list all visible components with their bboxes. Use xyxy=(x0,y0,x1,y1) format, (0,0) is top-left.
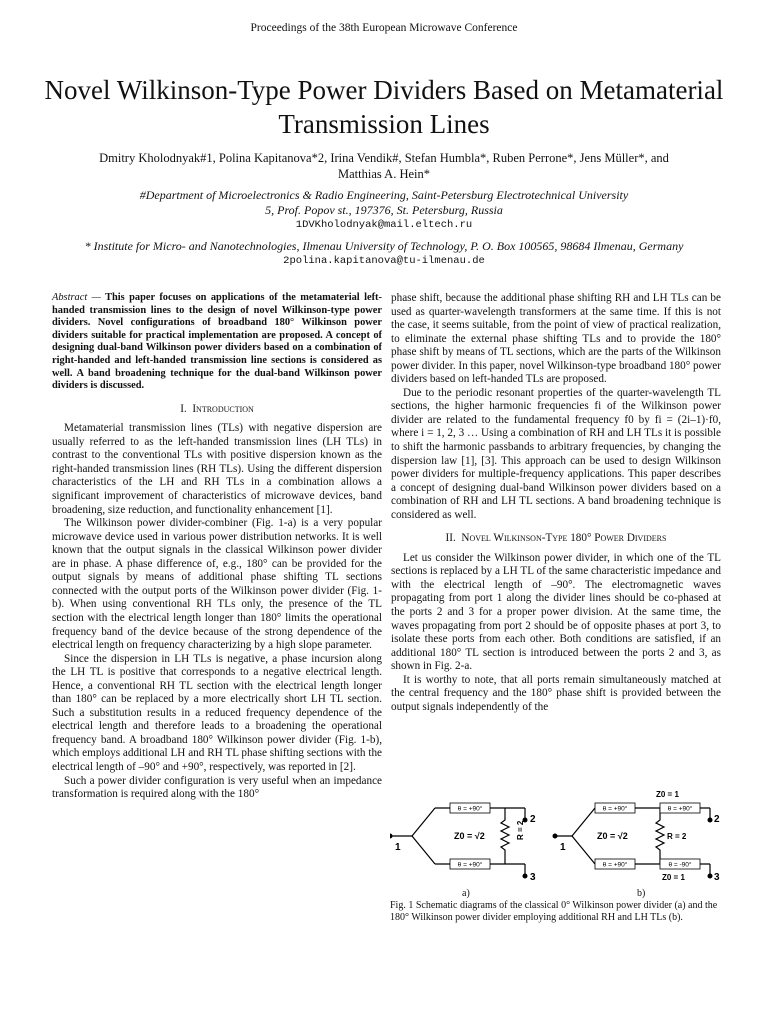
abstract-text: This paper focuses on applications of the metamaterial left-handed transmission lines to the design of novel Wilkinson-type power dividers. Novel configurations of broadband 180° Wilkinson power dividers suitable for practical implementation are proposed. A concept of designing dual-band Wilkinson power dividers based on a combination of right-handed and left-handed transmission line sections is considered as well. A band broadening technique for the dual-band Wilkinson power dividers is discussed. xyxy=(52,292,382,392)
figure-label-a: a) xyxy=(462,888,470,899)
port-2-a: 2 xyxy=(530,814,536,825)
port-3-a: 3 xyxy=(530,872,536,883)
paragraph-8: It is worthy to note, that all ports remain simultaneously matched at the central frequency and the 180° phase shift is provided between the output signals independently of the xyxy=(391,673,721,713)
port-3-b: 3 xyxy=(714,872,720,883)
paragraph-2: The Wilkinson power divider-combiner (Fig. 1-a) is a very popular microwave device used in various power distribution networks. It is well known that the output signals in the classical Wilkinson power divider are in phase. A phase difference of, e.g., 180° can be provided for the output signals by means of additional phase shifting TL sections connected with the output ports of the Wilkinson power divider (Fig. 1-b). When using conventional RH TLs only, the presence of the TL section with the electrical length longer than 180° limits the operational frequency band of the device because of the strong dependence of the electrical length on frequency characterizing by a high slope parameter. xyxy=(52,517,382,652)
port-2-b: 2 xyxy=(714,814,720,825)
figure-1-schematic xyxy=(390,788,725,898)
tl-label-b-bottom-1: θ = +90° xyxy=(602,861,628,869)
abstract xyxy=(52,292,382,393)
section-2-number: II. xyxy=(445,532,456,545)
email-1: 1DVKholodnyak@mail.eltech.ru xyxy=(295,219,473,231)
impedance-label-b-top: Z0 = 1 xyxy=(656,790,679,799)
impedance-label-b: Z0 = √2 xyxy=(597,831,628,841)
tl-label-b-top-2: θ = +90° xyxy=(667,805,693,813)
paragraph-5: phase shift, because the additional phase shifting RH and LH TLs can be used as quarter-wavelength transformers at the same time. If this is not the case, it seems suitable, from the point of view of practical realization, to eliminate the external phase shifting TLs and to provide the 180° phase shift by means of TL sections, which are the parts of the Wilkinson power divider. In this paper, novel Wilkinson-type broadband 180° power dividers based on left-handed TLs are proposed. xyxy=(391,292,721,386)
paragraph-3: Since the dispersion in LH TLs is negative, a phase incursion along the LH TL is positive that corresponds to a negative electrical length. Hence, a conventional RH TL section with the electrical length longer than 180° can be replaced by a more electrically short LH TL section. Such a substitution results in a reduced frequency dependence of the electrical length and therefore leads to a broadening the operational frequency band. A broadband 180° Wilkinson power divider (Fig. 1-b), which employs additional LH and RH TL phase shifting sections with the electrical length of –90° and +90°, respectively, was reported in [2]. xyxy=(52,652,382,773)
figure-label-b: b) xyxy=(637,888,646,899)
paragraph-4: Such a power divider configuration is very useful when an impedance transformation is required along with the 180° xyxy=(52,774,382,801)
section-1-number: I. xyxy=(180,402,187,415)
affiliation-1-line-2: 5, Prof. Popov st., 197376, St. Petersburg, Russia xyxy=(265,203,503,217)
tl-label-b-bottom-2: θ = -90° xyxy=(668,861,692,869)
tl-label-b-top-1: θ = +90° xyxy=(602,805,628,813)
figure-1-caption: Fig. 1 Schematic diagrams of the classical 0° Wilkinson power divider (a) and the 180° Wilkinson power divider employing additional RH and LH TLs (b). xyxy=(390,900,718,923)
authors-line-2: Matthias A. Hein* xyxy=(337,167,430,181)
affiliation-2-text: * Institute for Micro- and Nanotechnologies, Ilmenau University of Technology, P. O. Box 100565, 98684 Ilmenau, Germany xyxy=(84,239,684,253)
impedance-label-b-bottom: Z0 = 1 xyxy=(662,873,685,882)
conference-header: Proceedings of the 38th European Microwave Conference xyxy=(250,22,518,34)
authors-line-1: Dmitry Kholodnyak#1, Polina Kapitanova*2, Irina Vendik#, Stefan Humbla*, Ruben Perrone*, Jens Müller*, and xyxy=(99,151,669,165)
figure-1 xyxy=(390,788,725,948)
tl-label-a-bottom: θ = +90° xyxy=(457,861,483,869)
paragraph-7: Let us consider the Wilkinson power divider, in which one of the TL sections is replaced by a LH TL of the same characteristic impedance and with the electrical length of –90°. The electromagnetic waves propagating from port 1 along the divider lines should be co-phased at the ports 2 and 3 for a proper power division. At the same time, the waves propagating from port 2 should be of opposite phases at port 3, to isolate these ports from each other. Both conditions are satisfied, if an additional 180° TL section is introduced between the ports 2 and 3, as shown in Fig. 2-a. xyxy=(391,551,721,673)
left-column xyxy=(52,292,382,802)
affiliation-1-line-1: #Department of Microelectronics & Radio Engineering, Saint-Petersburg Electrotechnical University xyxy=(139,188,629,202)
resistor-label-b: R = 2 xyxy=(667,832,687,841)
tl-label-a-top: θ = +90° xyxy=(457,805,483,813)
port-1-b: 1 xyxy=(560,842,566,853)
port-1-a: 1 xyxy=(395,842,401,853)
section-1-heading xyxy=(52,403,382,417)
paragraph-1: Metamaterial transmission lines (TLs) with negative dispersion are usually referred to as the left-handed transmission lines (LH TLs) in contrast to the conventional TLs with positive dispersion known as the right-handed transmission lines (RH TLs). Using the different dispersion characteristics of the LH and RH TLs in a combination allows a significant improvement of characteristics of microwave devices, band broadening, size reduction, and functionality enhancement [1]. xyxy=(52,422,382,516)
section-2-title: Novel Wilkinson-Type 180° Power Dividers xyxy=(461,532,667,545)
email-2: 2polina.kapitanova@tu-ilmenau.de xyxy=(283,255,485,267)
right-column xyxy=(391,292,721,714)
author-list xyxy=(50,150,718,182)
section-1-title: Introduction xyxy=(192,402,254,415)
paper-title: Novel Wilkinson-Type Power Dividers Based on Metamaterial Transmission Lines xyxy=(44,75,724,139)
abstract-label: Abstract — xyxy=(52,292,101,303)
impedance-label-a: Z0 = √2 xyxy=(454,831,485,841)
section-2-heading xyxy=(391,532,721,546)
paragraph-6: Due to the periodic resonant properties of the quarter-wavelength TL sections, the higher harmonic frequencies fi of the Wilkinson power divider are related to the fundamental frequency f0 by fi = (2i–1)·f0, where i = 1, 2, 3 … Using a combination of RH and LH TLs it is possible to shift the harmonic passbands to arbitrary frequencies, by changing the dispersion law [1], [3]. This approach can be used to design Wilkinson power dividers for multiple-frequency applications. This paper describes a concept of designing dual-band Wilkinson power dividers based on a combination of RH and LH TL sections. A band broadening technique is considered as well. xyxy=(391,386,721,521)
resistor-label-a: R = 2 xyxy=(516,820,525,840)
affiliation-1 xyxy=(40,188,728,233)
affiliation-2 xyxy=(40,239,728,269)
